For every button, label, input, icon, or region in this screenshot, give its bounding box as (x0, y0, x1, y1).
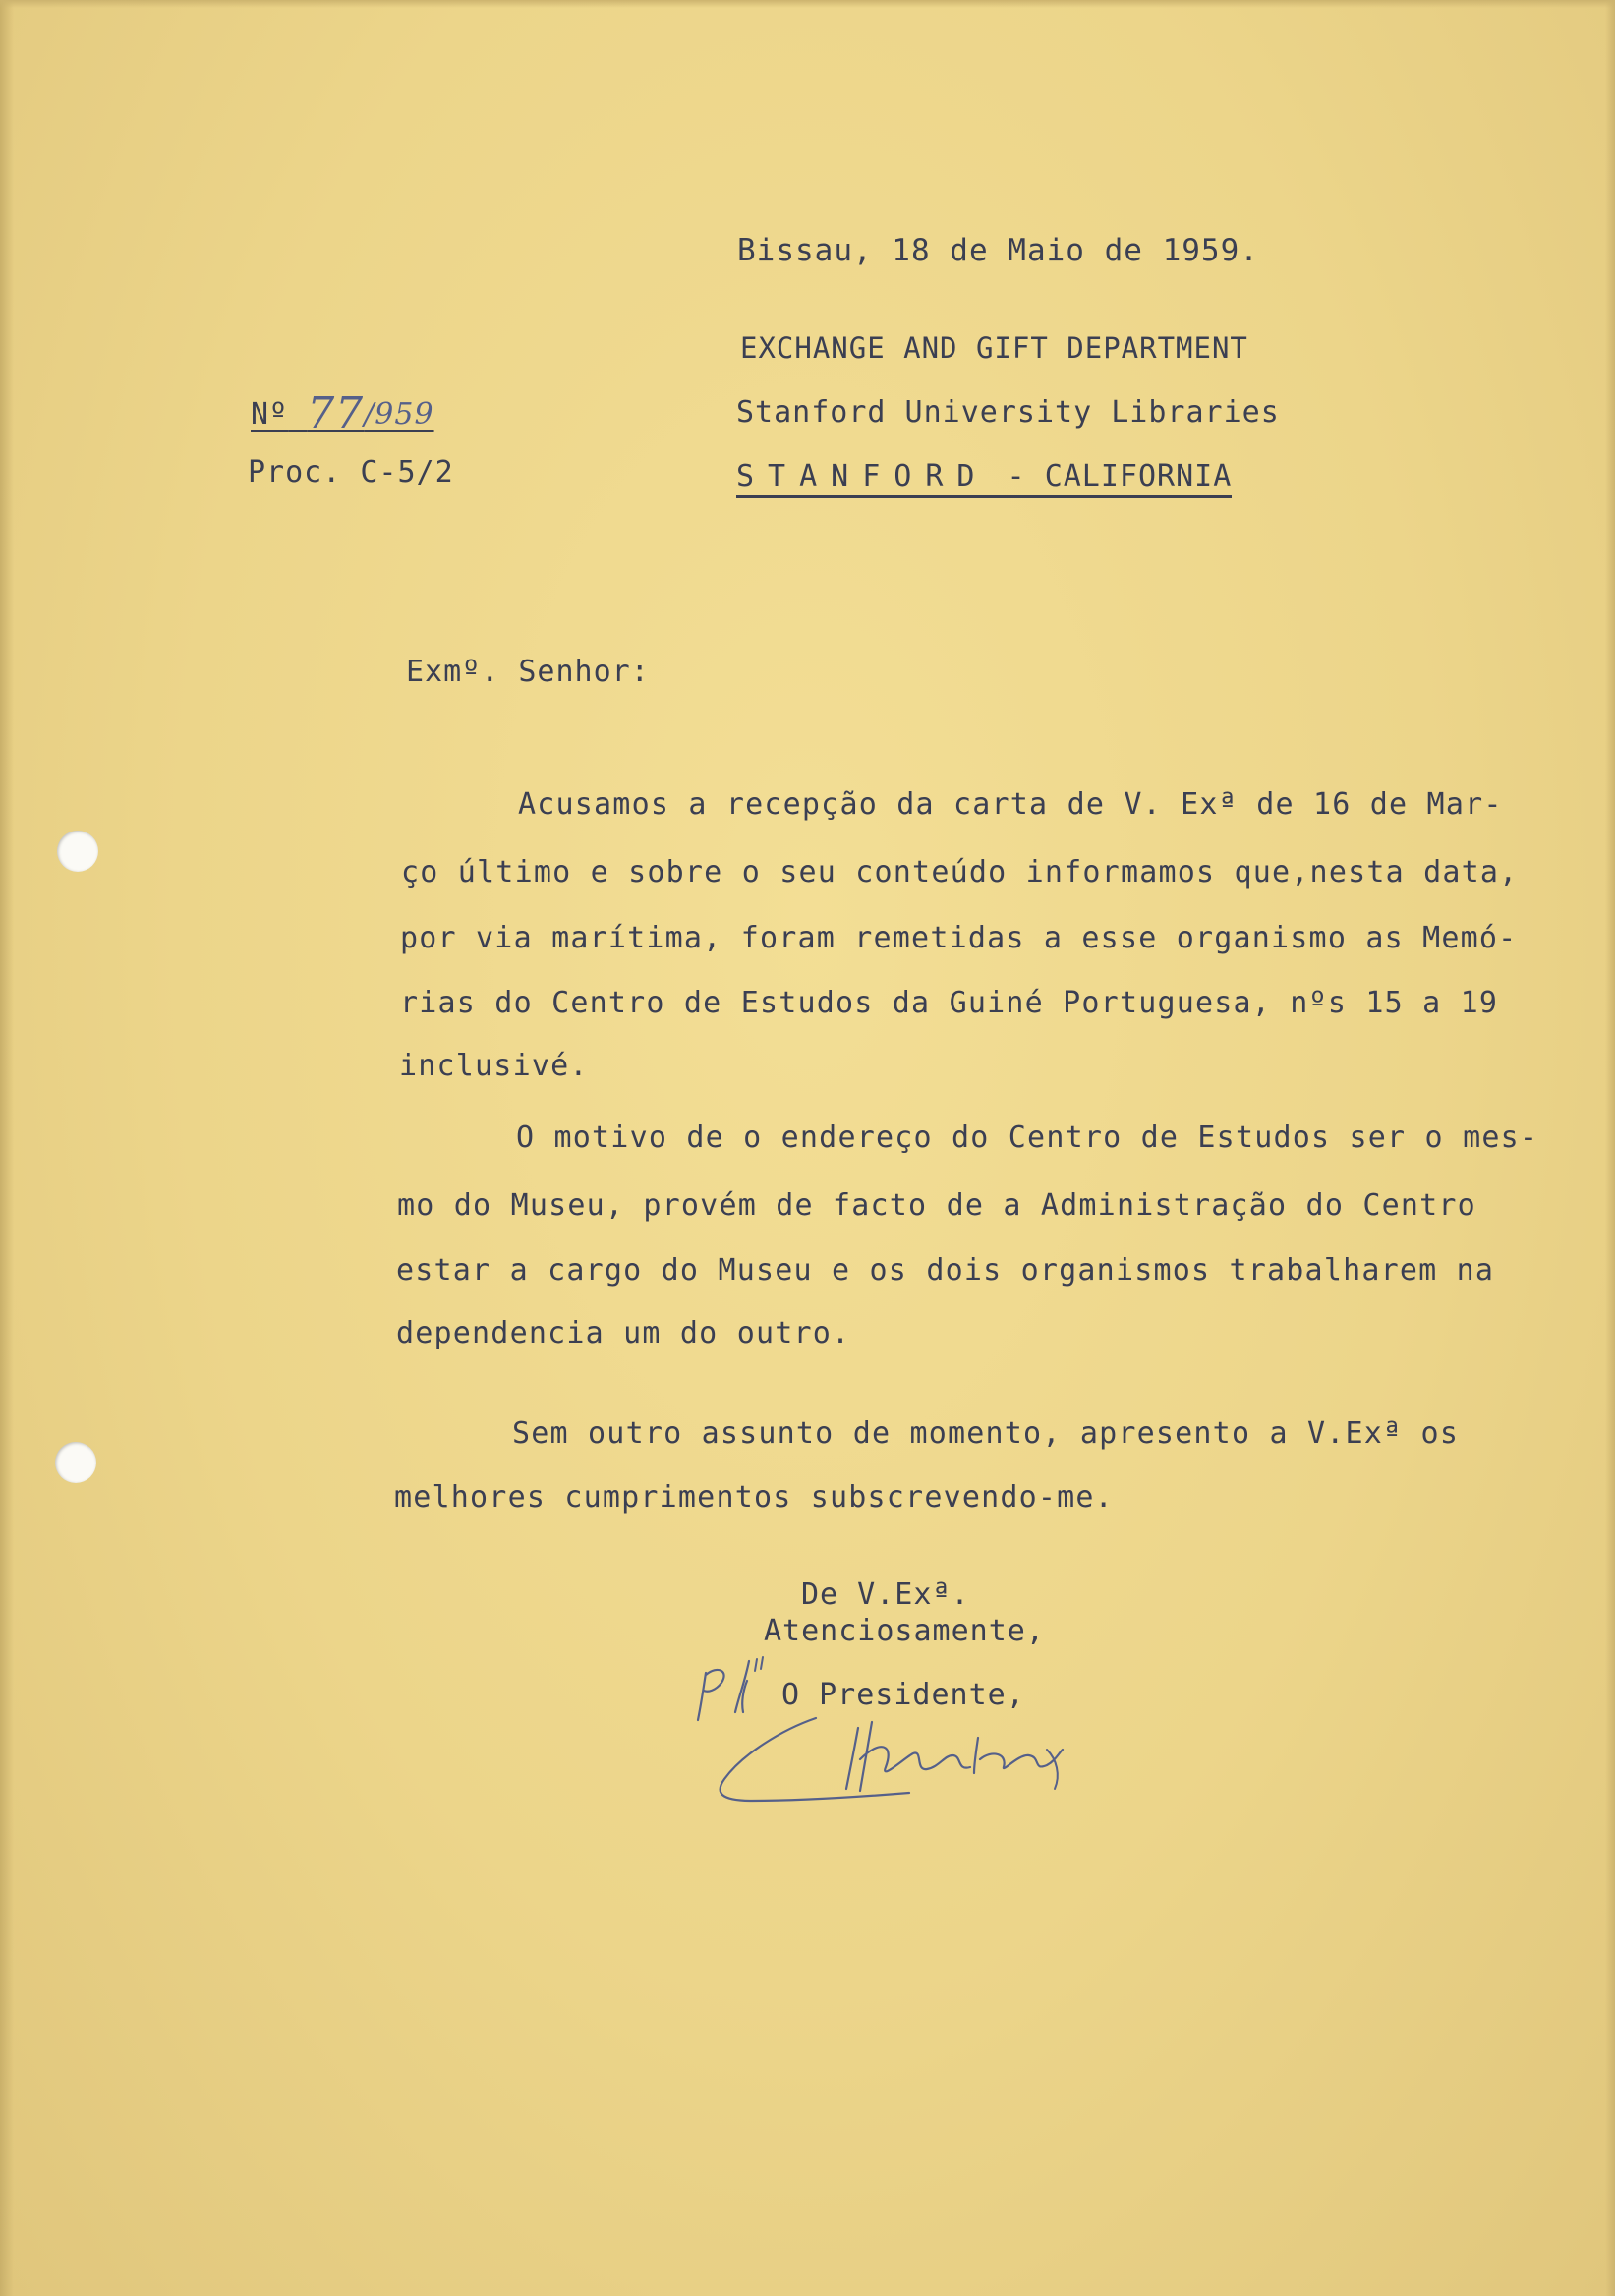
addressee-location (736, 459, 1233, 498)
paragraph-1-line-2: ço último e sobre o seu conteúdo informamos que,nesta data, (401, 855, 1519, 890)
handwritten-signature (713, 1710, 1076, 1818)
reference-number (251, 388, 434, 438)
paragraph-1-line-4: rias do Centro de Estudos da Guiné Portuguesa, nºs 15 a 19 (400, 986, 1499, 1020)
addressee-institution: Stanford University Libraries (736, 395, 1280, 430)
closing-regards: Atenciosamente, (764, 1614, 1045, 1648)
paper-edge-left (0, 0, 14, 2296)
paragraph-3-line-2: melhores cumprimentos subscrevendo-me. (394, 1480, 1114, 1515)
ref-prefix: Nº (251, 397, 289, 431)
paragraph-1-line-5: inclusivé. (399, 1049, 589, 1083)
paragraph-1-line-1: Acusamos a recepção da carta de V. Exª de 16 de Mar- (518, 787, 1503, 822)
paragraph-1-line-3: por via marítima, foram remetidas a esse organismo as Memó- (400, 921, 1518, 955)
salutation: Exmº. Senhor: (406, 655, 650, 689)
punch-hole-upper (57, 831, 98, 872)
date-line: Bissau, 18 de Maio de 1959. (737, 233, 1259, 268)
signer-title (781, 1678, 1025, 1712)
ref-handwritten-number: 77 (307, 388, 365, 438)
paragraph-2-line-4: dependencia um do outro. (396, 1316, 851, 1350)
ref-year: /959 (364, 397, 434, 431)
paper-edge-top (0, 0, 1615, 8)
process-line: Proc. C-5/2 (248, 455, 454, 489)
paper-edge-right (1605, 0, 1615, 2296)
closing-courtesy: De V.Exª. (801, 1578, 970, 1612)
paragraph-2-line-2: mo do Museu, provém de facto de a Administração do Centro (397, 1188, 1476, 1223)
addressee-separator: - (988, 459, 1045, 493)
signer-title-text: O Presidente, (781, 1678, 1025, 1712)
paragraph-2-line-3: estar a cargo do Museu e os dois organismos trabalharem na (396, 1253, 1495, 1288)
addressee-department: EXCHANGE AND GIFT DEPARTMENT (740, 331, 1248, 365)
addressee-state: CALIFORNIA (1044, 459, 1233, 493)
paragraph-2-line-1: O motivo de o endereço do Centro de Estudos ser o mes- (516, 1120, 1539, 1155)
punch-hole-lower (55, 1442, 96, 1483)
addressee-city: STANFORD (736, 459, 989, 493)
paragraph-3-line-1: Sem outro assunto de momento, apresento a V.Exª os (512, 1416, 1460, 1451)
